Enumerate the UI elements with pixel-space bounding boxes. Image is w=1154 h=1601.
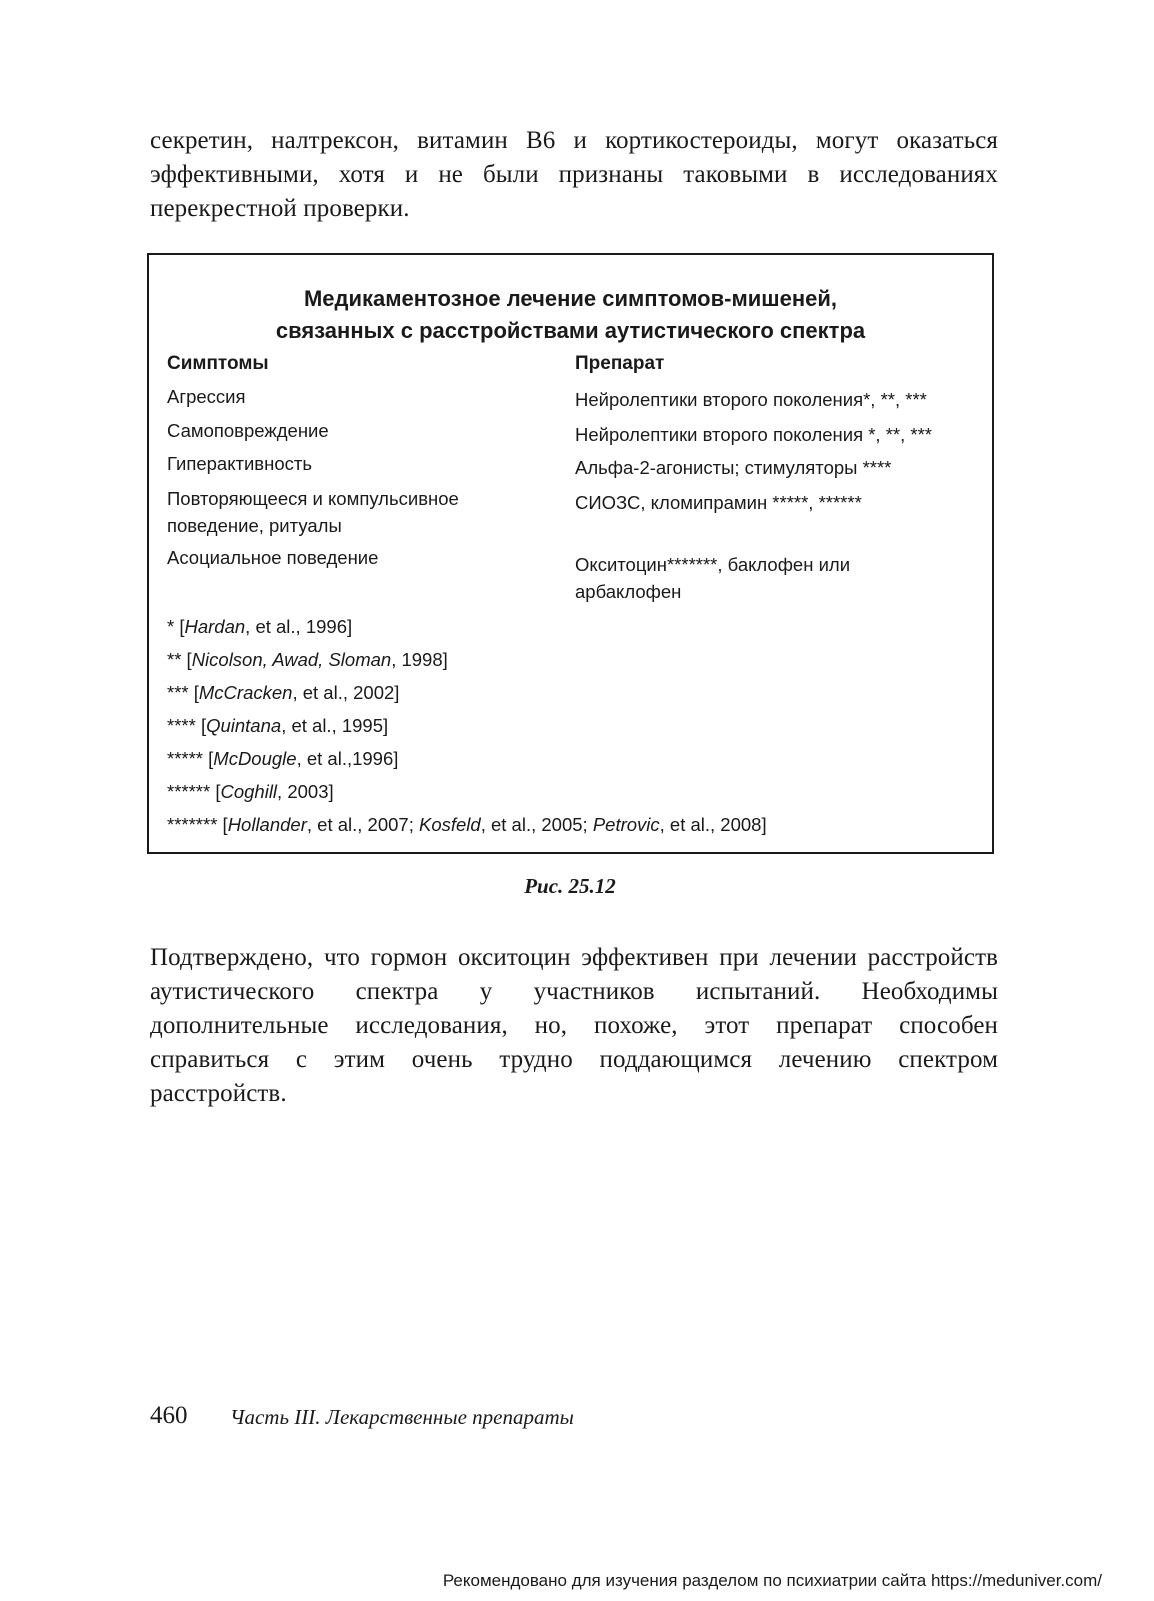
symptom-cell: Самоповреждение [167,420,329,441]
footnote: ***** [McDougle, et al.,1996] [167,748,399,769]
drug-cell: Окситоцин*******, баклофен или арбаклофен [575,554,851,602]
footnote: ******* [Hollander, et al., 2007; Kosfeld, et al., 2005; Petrovic, et al., 2008] [167,814,767,835]
drug-cell: Альфа-2-агонисты; стимуляторы **** [575,457,892,478]
table-title-line-1: Медикаментозное лечение симптомов-мишеней, [303,286,838,311]
column-header-symptoms: Симптомы [167,353,269,374]
drug-cell: Нейролептики второго поколения*, **, *** [575,389,927,410]
table-title-line-2: связанных с расстройствами аутистического спектра [275,318,866,343]
footnote: ****** [Coghill, 2003] [167,781,334,802]
footnote: ** [Nicolson, Awad, Sloman, 1998] [167,649,448,670]
footnote: *** [McCracken, et al., 2002] [167,682,400,703]
site-recommendation-note: Рекомендовано для изучения разделом по психиатрии сайта https://meduniver.com/ [442,1571,1102,1590]
symptom-cell: Асоциальное поведение [167,547,379,568]
drug-cell: СИОЗС, кломипрамин *****, ****** [575,492,862,513]
page-number: 460 [150,1402,188,1429]
footnote: * [Hardan, et al., 1996] [167,616,353,637]
table-title [149,283,992,347]
intro-paragraph: секретин, налтрексон, витамин В6 и кортикостероиды, могут оказаться эффективными, хотя и не были признаны таковыми в исследованиях перекрестной проверки. [150,127,998,222]
body-paragraph: Подтверждено, что гормон окситоцин эффективен при лечении расстройств аутистического спектра у участников испытаний. Необходимы дополнительные исследования, но, похоже, этот препарат способен справиться с этим очень трудно поддающимся лечению спектром расстройств. [150,944,998,1107]
symptom-cell: Агрессия [167,386,246,407]
symptom-cell: Повторяющееся и компульсивное поведение, ритуалы [167,488,459,536]
symptom-cell: Гиперактивность [167,453,313,474]
drug-treatment-table [147,253,994,854]
column-header-drug: Препарат [575,353,665,374]
footnote: **** [Quintana, et al., 1995] [167,715,389,736]
figure-caption: Рис. 25.12 [524,874,616,898]
drug-cell: Нейролептики второго поколения *, **, *** [575,424,932,445]
running-head: Часть III. Лекарственные препараты [230,1405,574,1429]
